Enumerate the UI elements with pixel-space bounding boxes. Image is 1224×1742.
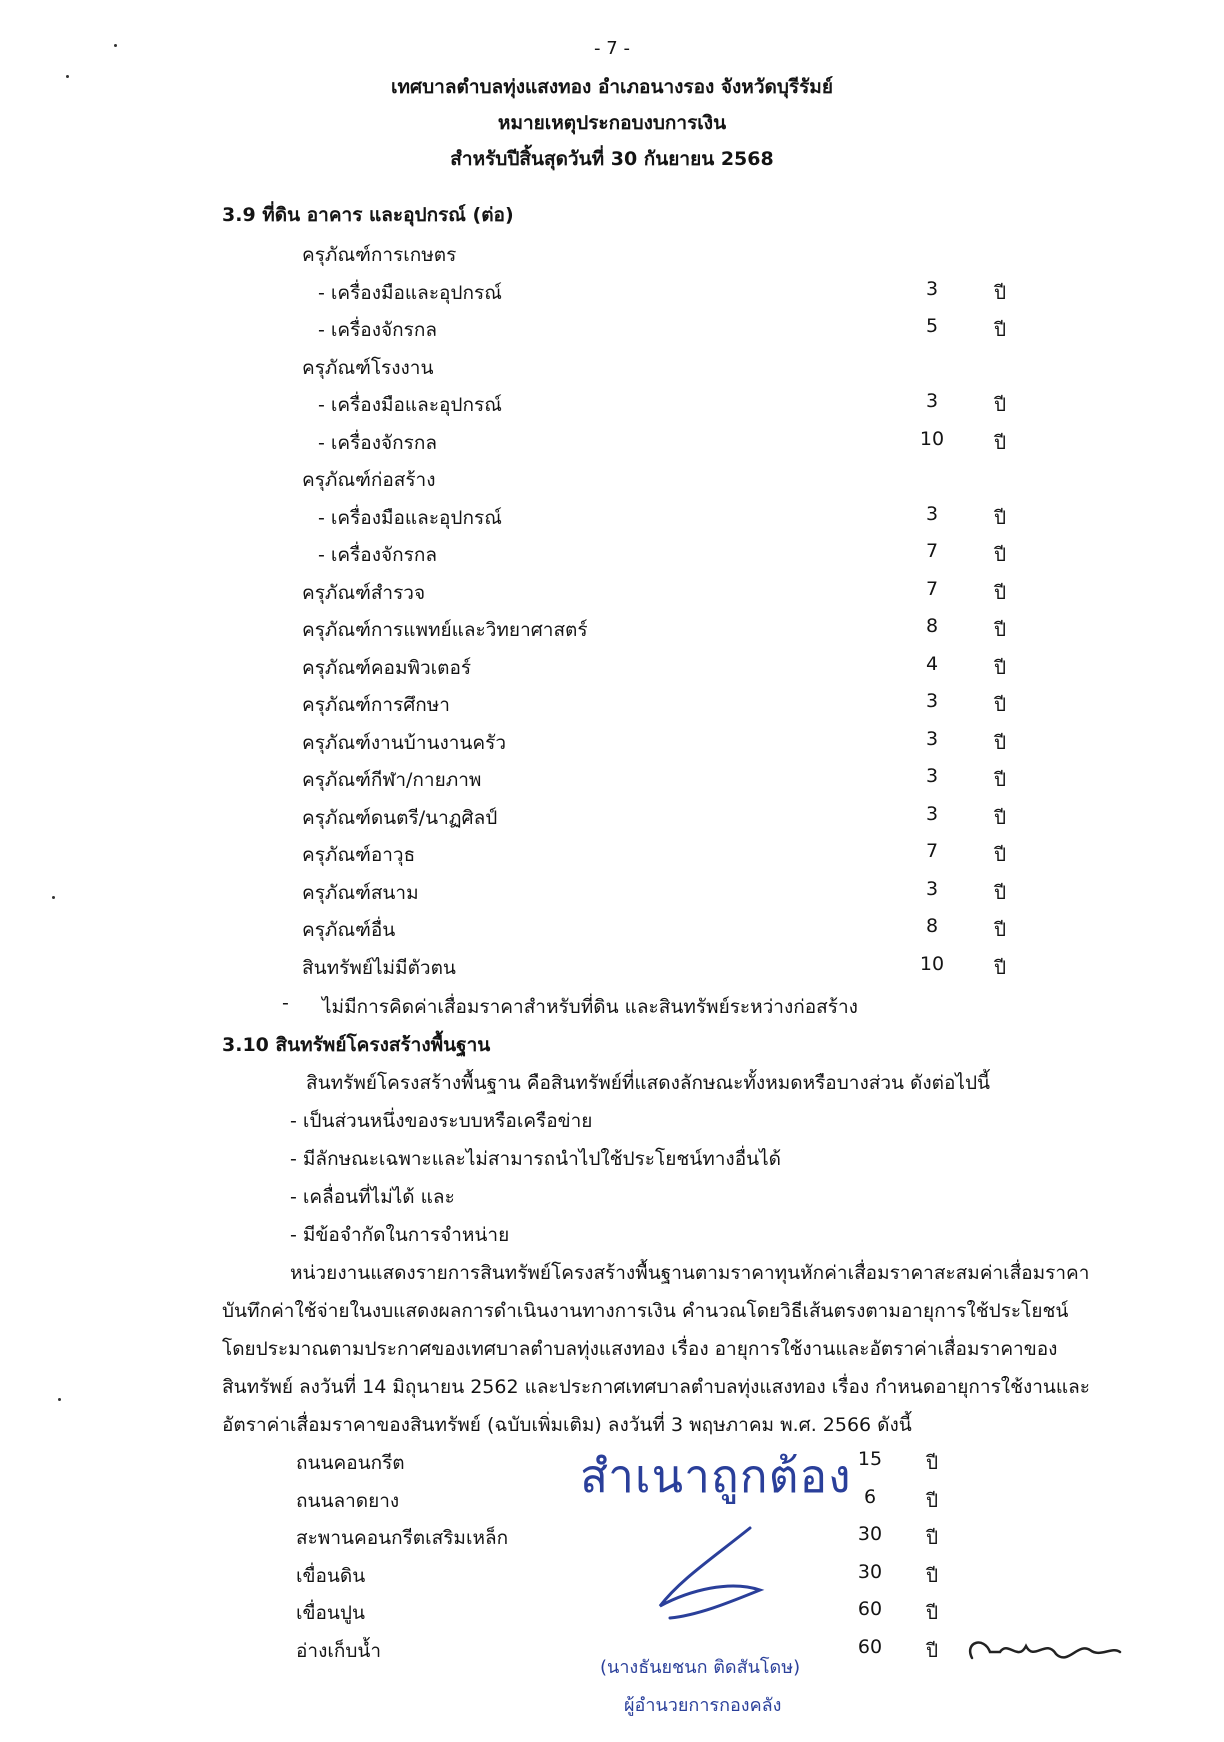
header-organization: เทศบาลตำบลทุ่งแสงทอง อำเภอนางรอง จังหวัดบุรีรัมย์ <box>391 76 833 98</box>
years-value: 3 <box>925 502 939 525</box>
years-value: 6 <box>863 1485 877 1508</box>
years-value: 3 <box>925 277 939 300</box>
paragraph-line: บันทึกค่าใช้จ่ายในงบแสดงผลการดำเนินงานทางการเงิน คำนวณโดยวิธีเส้นตรงตามอายุการใช้ประโยชน์ <box>222 1300 1069 1322</box>
signer-name: (นางธันยชนก ติดสันโดษ) <box>600 1657 801 1678</box>
paragraph-line: สินทรัพย์ ลงวันที่ 14 มิถุนายน 2562 และประกาศเทศบาลตำบลทุ่งแสงทอง เรื่อง กำหนดอายุการใช้งานและ <box>222 1376 1090 1398</box>
section-3-10-title: 3.10 สินทรัพย์โครงสร้างพื้นฐาน <box>222 1034 491 1056</box>
bullet-item: - มีข้อจำกัดในการจำหน่าย <box>290 1224 510 1246</box>
infrastructure-label: อ่างเก็บน้ำ <box>296 1639 382 1662</box>
years-value: 8 <box>925 615 939 637</box>
note-dash: - <box>282 992 289 1014</box>
bullet-item: - เป็นส่วนหนึ่งของระบบหรือเครือข่าย <box>290 1110 593 1132</box>
years-unit: ปี <box>994 619 1007 641</box>
years-value: 7 <box>925 540 939 562</box>
years-unit: ปี <box>994 431 1007 454</box>
infrastructure-label: สะพานคอนกรีตเสริมเหล็ก <box>296 1527 509 1549</box>
years-value: 3 <box>925 727 939 750</box>
infrastructure-label: ถนนคอนกรีต <box>296 1452 405 1474</box>
years-unit: ปี <box>994 656 1007 679</box>
section-3-10-intro: สินทรัพย์โครงสร้างพื้นฐาน คือสินทรัพย์ที่แสดงลักษณะทั้งหมดหรือบางส่วน ดังต่อไปนี้ <box>306 1072 990 1094</box>
years-value: 3 <box>925 690 939 712</box>
years-unit: ปี <box>994 581 1007 604</box>
years-value: 60 <box>857 1598 883 1620</box>
header-title: หมายเหตุประกอบงบการเงิน <box>497 112 727 134</box>
page-number: - 7 - <box>594 38 630 59</box>
sub-item-label: - เครื่องมือและอุปกรณ์ <box>318 506 502 529</box>
category-label: ครุภัณฑ์การศึกษา <box>302 694 450 716</box>
sub-item-label: - เครื่องจักรกล <box>318 319 437 341</box>
years-unit: ปี <box>926 1452 939 1474</box>
years-value: 7 <box>925 840 939 862</box>
years-unit: ปี <box>994 769 1007 791</box>
sub-item-label: - เครื่องมือและอุปกรณ์ <box>318 394 502 416</box>
sub-item-label: - เครื่องจักรกล <box>318 544 437 566</box>
years-value: 30 <box>857 1560 883 1583</box>
years-value: 3 <box>925 802 939 825</box>
category-label: ครุภัณฑ์การแพทย์และวิทยาศาสตร์ <box>302 619 588 641</box>
category-label: ครุภัณฑ์สำรวจ <box>302 581 426 604</box>
years-value: 3 <box>925 390 939 412</box>
years-unit: ปี <box>994 694 1007 716</box>
years-value: 15 <box>857 1448 883 1470</box>
years-unit: ปี <box>994 319 1007 341</box>
years-value: 5 <box>925 315 939 337</box>
category-label: ครุภัณฑ์การเกษตร <box>302 244 457 266</box>
sub-item-label: - เครื่องมือและอุปกรณ์ <box>318 281 502 304</box>
years-unit: ปี <box>926 1602 939 1624</box>
infrastructure-label: เขื่อนปูน <box>296 1602 365 1624</box>
years-value: 30 <box>857 1523 883 1545</box>
years-unit: ปี <box>994 544 1007 566</box>
scan-speck <box>58 1398 61 1401</box>
years-unit: ปี <box>994 731 1007 754</box>
years-value: 3 <box>925 877 939 900</box>
years-value: 4 <box>925 652 939 675</box>
paragraph-line: หน่วยงานแสดงรายการสินทรัพย์โครงสร้างพื้นฐานตามราคาทุนหักค่าเสื่อมราคาสะสมค่าเสื่อมราคา <box>290 1262 1090 1284</box>
category-label: ครุภัณฑ์อื่น <box>302 919 396 941</box>
years-unit: ปี <box>994 506 1007 529</box>
signature-mark <box>640 1520 790 1620</box>
category-label: ครุภัณฑ์อาวุธ <box>302 844 416 866</box>
years-unit: ปี <box>994 881 1007 904</box>
infrastructure-label: ถนนลาดยาง <box>296 1489 400 1512</box>
years-value: 60 <box>857 1635 883 1658</box>
years-unit: ปี <box>926 1639 939 1662</box>
years-value: 3 <box>925 765 939 787</box>
scan-speck <box>52 896 55 899</box>
years-unit: ปี <box>994 844 1007 866</box>
years-unit: ปี <box>926 1489 939 1512</box>
category-label: ครุภัณฑ์คอมพิวเตอร์ <box>302 656 472 679</box>
years-unit: ปี <box>994 919 1007 941</box>
section-3-9-title: 3.9 ที่ดิน อาคาร และอุปกรณ์ (ต่อ) <box>222 204 514 226</box>
certified-copy-stamp: สำเนาถูกต้อง <box>580 1449 852 1503</box>
bullet-item: - มีลักษณะเฉพาะและไม่สามารถนำไปใช้ประโยชน์ทางอื่นได้ <box>290 1148 782 1170</box>
paragraph-line: อัตราค่าเสื่อมราคาของสินทรัพย์ (ฉบับเพิ่มเติม) ลงวันที่ 3 พฤษภาคม พ.ศ. 2566 ดังนี้ <box>222 1414 912 1436</box>
years-unit: ปี <box>994 394 1007 416</box>
infrastructure-label: เขื่อนดิน <box>296 1564 366 1587</box>
category-label: สินทรัพย์ไม่มีตัวตน <box>302 956 456 979</box>
years-unit: ปี <box>926 1527 939 1549</box>
category-label: ครุภัณฑ์สนาม <box>302 881 419 904</box>
category-label: ครุภัณฑ์งานบ้านงานครัว <box>302 731 507 754</box>
category-label: ครุภัณฑ์กีฬา/กายภาพ <box>302 769 482 791</box>
years-unit: ปี <box>926 1564 939 1587</box>
years-unit: ปี <box>994 281 1007 304</box>
years-value: 8 <box>925 915 939 937</box>
years-unit: ปี <box>994 806 1007 829</box>
signer-title: ผู้อำนวยการกองคลัง <box>624 1695 782 1716</box>
category-label: ครุภัณฑ์ก่อสร้าง <box>302 469 436 491</box>
initials-mark <box>960 1632 1130 1672</box>
bullet-item: - เคลื่อนที่ไม่ได้ และ <box>290 1186 455 1208</box>
header-period: สำหรับปีสิ้นสุดวันที่ 30 กันยายน 2568 <box>450 148 774 170</box>
years-value: 10 <box>919 952 945 975</box>
years-value: 10 <box>919 427 945 450</box>
years-value: 7 <box>925 577 939 600</box>
years-unit: ปี <box>994 956 1007 979</box>
paragraph-line: โดยประมาณตามประกาศของเทศบาลตำบลทุ่งแสงทอง เรื่อง อายุการใช้งานและอัตราค่าเสื่อมราคาของ <box>222 1338 1058 1360</box>
note-no-depreciation: ไม่มีการคิดค่าเสื่อมราคาสำหรับที่ดิน และสินทรัพย์ระหว่างก่อสร้าง <box>322 996 858 1018</box>
sub-item-label: - เครื่องจักรกล <box>318 431 437 454</box>
category-label: ครุภัณฑ์ดนตรี/นาฏศิลป์ <box>302 806 498 829</box>
category-label: ครุภัณฑ์โรงงาน <box>302 356 434 379</box>
